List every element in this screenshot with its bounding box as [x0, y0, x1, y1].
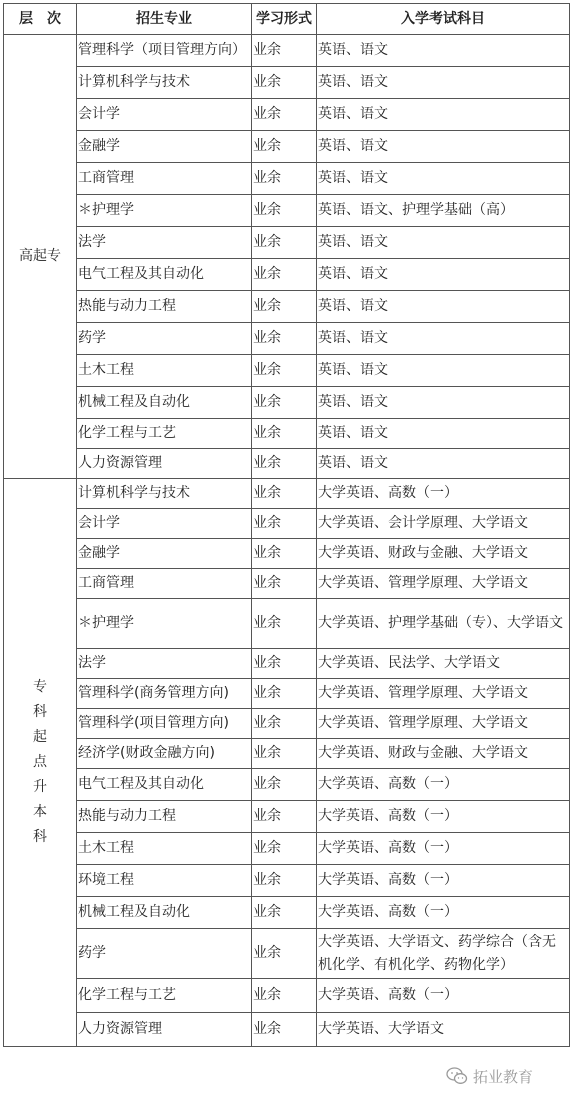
exam-cell: 英语、语文: [317, 163, 570, 195]
table-row: [4, 709, 570, 739]
table-row: [4, 163, 570, 195]
major-cell: ＊护理学: [77, 195, 252, 227]
major-cell: 经济学(财政金融方向): [77, 739, 252, 769]
mode-cell: 业余: [252, 739, 317, 769]
table-row: [4, 387, 570, 419]
wechat-icon: [446, 1066, 468, 1086]
mode-cell: 业余: [252, 35, 317, 67]
mode-cell: 业余: [252, 67, 317, 99]
exam-cell: 英语、语文: [317, 387, 570, 419]
header-level: 层 次: [4, 4, 77, 35]
exam-cell: 英语、语文: [317, 67, 570, 99]
mode-cell: 业余: [252, 979, 317, 1013]
table-row: [4, 195, 570, 227]
level-cell: 高起专: [4, 35, 77, 479]
major-cell: 电气工程及其自动化: [77, 259, 252, 291]
major-cell: 药学: [77, 929, 252, 979]
mode-cell: 业余: [252, 833, 317, 865]
mode-cell: 业余: [252, 291, 317, 323]
exam-cell: 大学英语、高数（一）: [317, 979, 570, 1013]
exam-cell: 大学英语、高数（一）: [317, 897, 570, 929]
table-row: [4, 929, 570, 979]
exam-cell: 大学英语、民法学、大学语文: [317, 649, 570, 679]
mode-cell: 业余: [252, 227, 317, 259]
major-cell: 热能与动力工程: [77, 291, 252, 323]
mode-cell: 业余: [252, 99, 317, 131]
exam-cell: 英语、语文: [317, 227, 570, 259]
major-cell: 化学工程与工艺: [77, 419, 252, 449]
mode-cell: 业余: [252, 865, 317, 897]
table-row: [4, 897, 570, 929]
major-cell: 土木工程: [77, 833, 252, 865]
exam-cell: 大学英语、财政与金融、大学语文: [317, 539, 570, 569]
table-row: [4, 131, 570, 163]
exam-cell: 大学英语、高数（一）: [317, 769, 570, 801]
exam-cell: 大学英语、管理学原理、大学语文: [317, 569, 570, 599]
table-row: [4, 67, 570, 99]
mode-cell: 业余: [252, 387, 317, 419]
table-row: [4, 833, 570, 865]
exam-cell: 英语、语文: [317, 259, 570, 291]
mode-cell: 业余: [252, 649, 317, 679]
major-cell: 计算机科学与技术: [77, 67, 252, 99]
major-cell: 金融学: [77, 131, 252, 163]
major-cell: 会计学: [77, 509, 252, 539]
table-row: [4, 355, 570, 387]
mode-cell: 业余: [252, 259, 317, 291]
major-cell: ＊护理学: [77, 599, 252, 649]
table-row: [4, 449, 570, 479]
table-row: [4, 1013, 570, 1047]
major-cell: 工商管理: [77, 163, 252, 195]
exam-cell: 大学英语、大学语文、药学综合（含无机化学、有机化学、药物化学）: [317, 929, 570, 979]
table-row: [4, 99, 570, 131]
mode-cell: 业余: [252, 709, 317, 739]
table-row: [4, 865, 570, 897]
exam-cell: 大学英语、高数（一）: [317, 865, 570, 897]
mode-cell: 业余: [252, 131, 317, 163]
mode-cell: 业余: [252, 539, 317, 569]
major-cell: 人力资源管理: [77, 449, 252, 479]
major-cell: 会计学: [77, 99, 252, 131]
major-cell: 管理科学（项目管理方向）: [77, 35, 252, 67]
watermark-text: 拓业教育: [473, 1067, 534, 1086]
header-exam: 入学考试科目: [317, 4, 570, 35]
table-row: [4, 649, 570, 679]
table-row: [4, 979, 570, 1013]
level-label: 专科起点升本科: [33, 679, 47, 845]
table-row: [4, 419, 570, 449]
exam-cell: 大学英语、大学语文: [317, 1013, 570, 1047]
exam-cell: 大学英语、管理学原理、大学语文: [317, 709, 570, 739]
table-row: [4, 323, 570, 355]
mode-cell: 业余: [252, 323, 317, 355]
exam-cell: 大学英语、高数（一）: [317, 801, 570, 833]
mode-cell: 业余: [252, 679, 317, 709]
exam-cell: 英语、语文: [317, 131, 570, 163]
table-row: [4, 291, 570, 323]
admissions-table: [3, 3, 570, 1047]
table-row: [4, 769, 570, 801]
exam-cell: 英语、语文、护理学基础（高）: [317, 195, 570, 227]
mode-cell: 业余: [252, 163, 317, 195]
major-cell: 环境工程: [77, 865, 252, 897]
major-cell: 工商管理: [77, 569, 252, 599]
table-row: [4, 35, 570, 67]
mode-cell: 业余: [252, 419, 317, 449]
major-cell: 土木工程: [77, 355, 252, 387]
header-mode: 学习形式: [252, 4, 317, 35]
major-cell: 管理科学(项目管理方向): [77, 709, 252, 739]
major-cell: 热能与动力工程: [77, 801, 252, 833]
header-major: 招生专业: [77, 4, 252, 35]
major-cell: 电气工程及其自动化: [77, 769, 252, 801]
major-cell: 法学: [77, 227, 252, 259]
mode-cell: 业余: [252, 1013, 317, 1047]
mode-cell: 业余: [252, 195, 317, 227]
table-row: [4, 509, 570, 539]
exam-cell: 英语、语文: [317, 355, 570, 387]
table-row: [4, 539, 570, 569]
exam-cell: 英语、语文: [317, 449, 570, 479]
table-row: [4, 739, 570, 769]
mode-cell: 业余: [252, 509, 317, 539]
major-cell: 计算机科学与技术: [77, 479, 252, 509]
watermark: [446, 1063, 558, 1089]
exam-cell: 大学英语、管理学原理、大学语文: [317, 679, 570, 709]
major-cell: 机械工程及自动化: [77, 897, 252, 929]
exam-cell: 大学英语、护理学基础（专）、大学语文: [317, 599, 570, 649]
mode-cell: 业余: [252, 355, 317, 387]
major-cell: 机械工程及自动化: [77, 387, 252, 419]
exam-cell: 英语、语文: [317, 35, 570, 67]
table-row: [4, 679, 570, 709]
exam-cell: 英语、语文: [317, 291, 570, 323]
exam-cell: 大学英语、会计学原理、大学语文: [317, 509, 570, 539]
mode-cell: 业余: [252, 929, 317, 979]
exam-cell: 英语、语文: [317, 419, 570, 449]
table-row: [4, 599, 570, 649]
table-body: [4, 35, 570, 1047]
major-cell: 化学工程与工艺: [77, 979, 252, 1013]
level-cell: [4, 479, 77, 1047]
header-row: [4, 4, 570, 35]
major-cell: 法学: [77, 649, 252, 679]
exam-cell: 大学英语、高数（一）: [317, 833, 570, 865]
mode-cell: 业余: [252, 801, 317, 833]
exam-cell: 英语、语文: [317, 323, 570, 355]
mode-cell: 业余: [252, 897, 317, 929]
major-cell: 药学: [77, 323, 252, 355]
major-cell: 金融学: [77, 539, 252, 569]
mode-cell: 业余: [252, 569, 317, 599]
table-row: [4, 569, 570, 599]
table-row: [4, 227, 570, 259]
table-row: [4, 479, 570, 509]
exam-cell: 大学英语、财政与金融、大学语文: [317, 739, 570, 769]
mode-cell: 业余: [252, 479, 317, 509]
major-cell: 人力资源管理: [77, 1013, 252, 1047]
mode-cell: 业余: [252, 449, 317, 479]
table-row: [4, 801, 570, 833]
exam-cell: 大学英语、高数（一）: [317, 479, 570, 509]
mode-cell: 业余: [252, 769, 317, 801]
mode-cell: 业余: [252, 599, 317, 649]
major-cell: 管理科学(商务管理方向): [77, 679, 252, 709]
exam-cell: 英语、语文: [317, 99, 570, 131]
table-row: [4, 259, 570, 291]
